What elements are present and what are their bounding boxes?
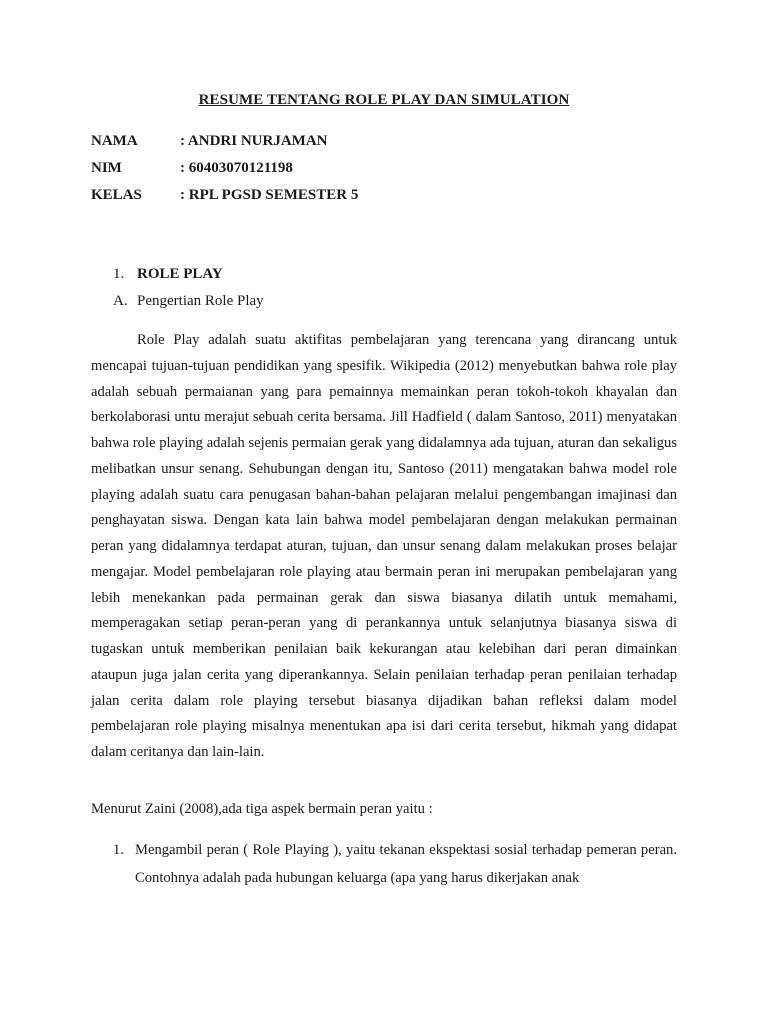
info-label-nama: NAMA <box>91 133 138 149</box>
body-paragraph: Role Play adalah suatu aktifitas pembelajaran yang terencana yang dirancang untuk mencapai tujuan-tujuan pendidikan yang spesifik. Wikipedia (2012) menyebutkan bahwa role play adalah sebuah permaianan yang para pemainnya memainkan peran tokoh-tokoh khayalan dan berkolaborasi untu merajut sebuah cerita bersama. Jill Hadfield ( dalam Santoso, 2011) menyatakan bahwa role playing adalah sejenis permaian gerak yang didalamnya ada tujuan, aturan dan sekaligus melibatkan unsur senang. Sehubungan dengan itu, Santoso (2011) mengatakan bahwa model role playing adalah suatu cara penugasan bahan-bahan pelajaran melalui pengembangan imajinasi dan penghayatan siswa. Dengan kata lain bahwa model pembelajaran dengan melakukan permainan peran yang didalamnya terdapat aturan, tujuan, dan unsur senang dalam melakukan proses belajar mengajar. Model pembelajaran role playing atau bermain peran ini merupakan pembelajaran yang lebih menekankan pada permainan gerak dan siswa biasanya dilatih untuk memahami, memperagakan setiap peran-peran yang di perankannya untuk selanjutnya biasanya siswa di tugaskan untuk memberikan penilaian baik kekurangan atau kelebihan dari peran dimainkan ataupun juga jalan cerita yang diperankannya. Selain penilaian terhadap peran penilaian terhadap jalan cerita dalam role playing tersebut biasanya dijadikan bahan refleksi dalam model pembelajaran role playing misalnya menentukan apa isi dari cerita tersebut, hikmah yang didapat dalam ceritanya dan lain-lain. <box>91 332 677 760</box>
subsection-heading: Pengertian Role Play <box>137 293 264 309</box>
intro-line: Menurut Zaini (2008),ada tiga aspek bermain peran yaitu : <box>91 801 433 817</box>
section-number: 1. <box>113 266 125 282</box>
info-label-nim: NIM <box>91 160 122 176</box>
list-item <box>91 836 677 892</box>
info-value-nama: : ANDRI NURJAMAN <box>180 133 328 149</box>
info-value-nim: : 60403070121198 <box>180 160 293 176</box>
subsection-letter: A. <box>113 293 128 309</box>
list-item-number: 1. <box>113 842 124 858</box>
list-item-text: Mengambil peran ( Role Playing ), yaitu tekanan ekspektasi sosial terhadap pemeran peran. Contohnya adalah pada hubungan keluarga (apa yang harus dikerjakan anak <box>135 842 677 886</box>
section-heading: ROLE PLAY <box>137 266 223 282</box>
info-value-kelas: : RPL PGSD SEMESTER 5 <box>180 187 359 203</box>
document-title: RESUME TENTANG ROLE PLAY DAN SIMULATION <box>198 92 570 108</box>
info-label-kelas: KELAS <box>91 187 142 203</box>
